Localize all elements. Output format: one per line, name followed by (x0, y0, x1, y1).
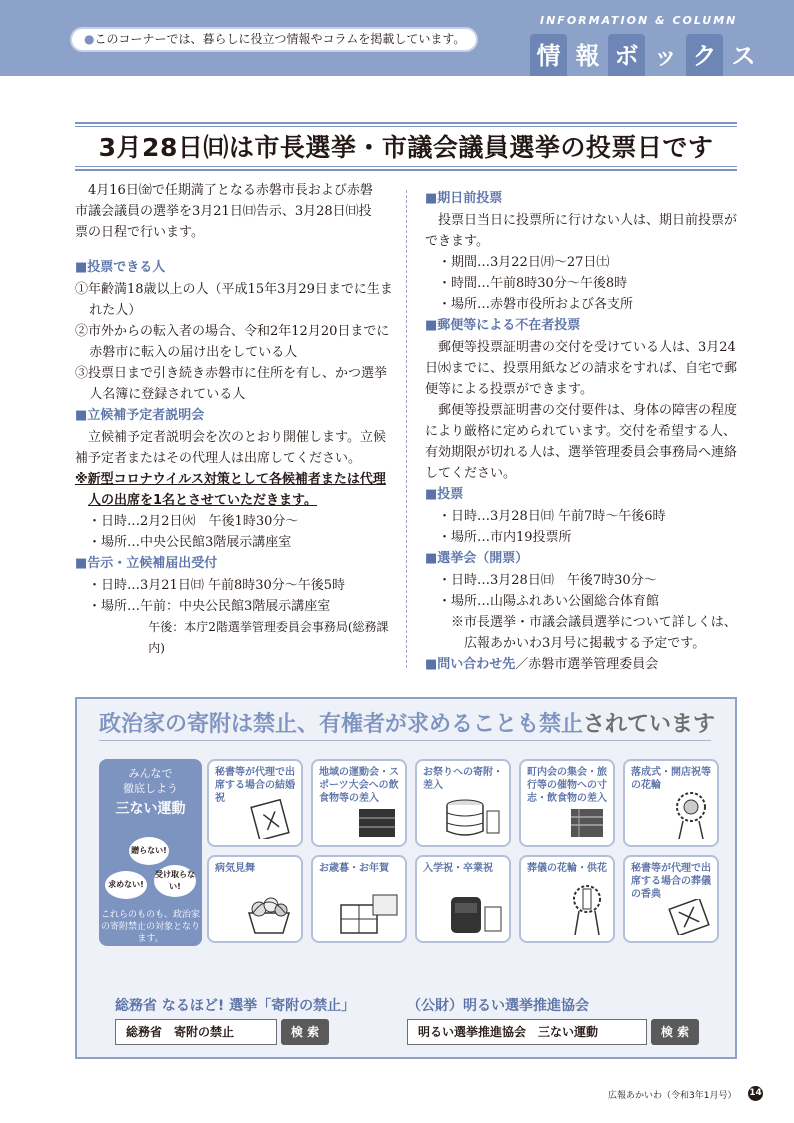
example-card (623, 855, 719, 943)
list-item: ・日時…3月21日㈰ 午前8時30分～午後5時 (88, 578, 346, 593)
example-card (519, 855, 615, 943)
contact-line (425, 654, 745, 676)
page-number: 14 (748, 1086, 763, 1101)
school-bag-icon (447, 889, 503, 935)
example-card (415, 759, 511, 847)
drink-crate-icon (355, 801, 399, 839)
fruit-basket-icon (243, 891, 295, 935)
title-underline (99, 740, 711, 741)
card-label: 病気見舞 (215, 863, 255, 874)
search-button: 検 索 (651, 1019, 699, 1045)
campaign-line: 徹底しよう (123, 782, 178, 795)
campaign-name: 三ない運動 (115, 801, 186, 817)
example-card (623, 759, 719, 847)
paragraph: 郵便等投票証明書の交付を受けている人は、3月24日㈬までに、投票用紙などの請求をすれば、自宅で郵便等による投票ができます。 (425, 340, 738, 397)
flower-wreath-icon (671, 791, 711, 839)
list-item: ・場所…午前：中央公民館3階展示講座室 (88, 599, 331, 614)
section-heading: ■投票できる人 (75, 260, 166, 275)
section-heading: ■期日前投票 (425, 191, 503, 206)
search-title-association: （公財）明るい選挙推進協会 (407, 998, 589, 1014)
campaign-panel (99, 759, 202, 946)
card-label: お歳暮・お年賀 (319, 863, 389, 874)
list-item: ・日時…2月2日㈫ 午後1時30分～ (88, 514, 299, 529)
left-column (75, 180, 395, 659)
bullet-dot-icon: ● (84, 32, 95, 46)
envelope-icon (247, 799, 295, 839)
section-tabs (530, 34, 764, 76)
intro-line: 4月16日㈮で任期満了となる赤磐市長および赤磐 (88, 183, 373, 198)
card-label: 秘書等が代理で出席する場合の結婚祝 (215, 767, 295, 804)
intro-line: 市議会議員の選挙を3月21日㈰告示、3月28日㈰投 (75, 204, 372, 219)
tab-char: ッ (647, 34, 684, 76)
card-label: 町内会の集会・旅行等の催物への寸志・飲食物の差入 (527, 767, 607, 804)
intro-pill (70, 27, 478, 52)
column-divider (406, 190, 407, 668)
box-title-part2: されています (583, 712, 716, 737)
campaign-note: これらのものも、政治家の寄附禁止の対象となります。 (100, 910, 200, 944)
sake-barrel-icon (443, 795, 503, 839)
paragraph: 郵便等投票証明書の交付要件は、身体の障害の程度により厳格に定められています。交付を希望する人、有効期限が切れる人は、選挙管理委員会事務局へ連絡してください。 (425, 403, 738, 481)
box-title (99, 707, 719, 739)
list-item: ③投票日まで引き続き赤磐市に住所を有し、かつ選挙人名簿に登録されている人 (75, 366, 388, 402)
list-item: ②市外からの転入者の場合、令和2年12月20日までに赤磐市に転入の届け出をしている人 (75, 324, 390, 360)
card-label: 入学祝・卒業祝 (423, 863, 493, 874)
speech-bubble: 受け取らない! (154, 865, 196, 897)
section-heading: ■選挙会（開票） (425, 551, 529, 566)
box-title-part1: 政治家の寄附は禁止、有権者が求めることも禁止 (99, 712, 584, 737)
paragraph: 投票日当日に投票所に行けない人は、期日前投票ができます。 (425, 213, 738, 249)
card-label: 秘書等が代理で出席する場合の葬儀の香典 (631, 863, 711, 900)
example-card (311, 759, 407, 847)
gift-box-icon (567, 801, 607, 839)
search-field: 明るい選挙推進協会 三ない運動 (407, 1019, 647, 1045)
card-label: お祭りへの寄附・差入 (423, 767, 503, 791)
section-heading: ■郵便等による不在者投票 (425, 318, 581, 333)
title-rule (75, 126, 737, 127)
list-item: ・期間…3月22日㈪～27日㈯ (438, 255, 610, 270)
example-card (415, 855, 511, 943)
example-card (207, 759, 303, 847)
section-heading: ■立候補予定者説明会 (75, 408, 205, 423)
right-column (425, 188, 745, 676)
list-item: ・場所…中央公民館3階展示講座室 (88, 535, 292, 550)
list-item: ・日時…3月28日㈰ 午前7時～午後6時 (438, 509, 666, 524)
publication-name: 広報あかいわ（令和3年1月号） (608, 1091, 737, 1101)
section-heading: ■投票 (425, 487, 464, 502)
tab-char: ス (725, 34, 762, 76)
card-label: 地域の運動会・スポーツ大会への飲食物等の差入 (319, 767, 399, 804)
condolence-envelope-icon (667, 899, 711, 935)
list-item: ・場所…山陽ふれあい公園総合体育館 (438, 594, 660, 609)
title-rule (75, 166, 737, 167)
title-rule (75, 122, 737, 124)
tab-char: 情 (530, 34, 567, 76)
list-item: ・場所…市内19投票所 (438, 530, 572, 545)
tab-char: ボ (608, 34, 645, 76)
covid-notice: ※新型コロナウイルス対策として各候補者または代理人の出席を1名とさせていただきます。 (75, 472, 386, 508)
search-field: 総務省 寄附の禁止 (115, 1019, 277, 1045)
note: ※市長選挙・市議会議員選挙について詳しくは、広報あかいわ3月号に掲載する予定です。 (451, 615, 737, 651)
list-item: ・時間…午前8時30分～午後8時 (438, 276, 628, 291)
intro-line: 票の日程で行います。 (75, 225, 204, 240)
example-card (519, 759, 615, 847)
title-rule (75, 169, 737, 171)
section-heading: ■告示・立候補届出受付 (75, 556, 218, 571)
example-card (311, 855, 407, 943)
list-item: 午後：本庁2階選挙管理委員会事務局(総務課内) (148, 620, 389, 655)
list-item: ①年齢満18歳以上の人（平成15年3月29日までに生まれた人） (75, 282, 393, 318)
speech-bubble: 求めない! (105, 871, 147, 899)
donation-box (75, 697, 737, 1059)
search-button: 検 索 (281, 1019, 329, 1045)
gift-boxes-icon (339, 891, 399, 935)
section-heading: ■問い合わせ先 (425, 657, 516, 672)
card-label: 落成式・開店祝等の花輪 (631, 767, 711, 791)
search-title-mic: 総務省 なるほど! 選挙「寄附の禁止」 (115, 998, 356, 1014)
campaign-line: みんなで (128, 767, 173, 780)
english-label: INFORMATION & COLUMN (540, 14, 738, 27)
article-title: 3月28日㈰は市長選挙・市議会議員選挙の投票日です (98, 133, 714, 162)
card-label: 葬儀の花輪・供花 (527, 863, 607, 874)
intro-text: このコーナーでは、暮らしに役立つ情報やコラムを掲載しています。 (94, 32, 466, 46)
paragraph: 立候補予定者説明会を次のとおり開催します。立候補予定者またはその代理人は出席してください。 (75, 430, 386, 466)
contact-text: ／赤磐市選挙管理委員会 (515, 657, 659, 672)
tab-char: 報 (569, 34, 606, 76)
list-item: ・場所…赤磐市役所および各支所 (438, 297, 634, 312)
speech-bubble: 贈らない! (129, 837, 169, 865)
example-card (207, 855, 303, 943)
tab-char: ク (686, 34, 723, 76)
list-item: ・日時…3月28日㈰ 午後7時30分～ (438, 573, 657, 588)
funeral-wreath-icon (567, 883, 607, 935)
